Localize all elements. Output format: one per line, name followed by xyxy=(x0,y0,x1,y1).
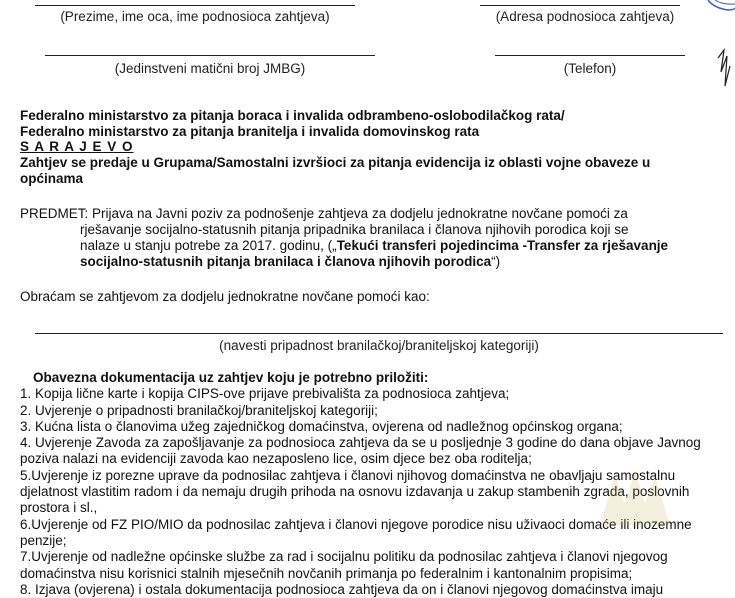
list-item: 3. Kućna lista o članovima užeg zajedničkog domaćinstva, ovjerena od nadležnog općinskog organa; xyxy=(20,419,623,434)
list-item: poziva nalazi na evidenciji zavoda kao nezaposleno lice, osim djece bez oba roditelja; xyxy=(20,451,532,466)
subject-label: PREDMET xyxy=(20,206,85,221)
name-caption: (Prezime, ime oca, ime podnosioca zahtjeva) xyxy=(60,9,330,24)
list-item: 7.Uvjerenje od nadležne općinske službe za rad i socijalnu politiku da podnosilac zahtjeva i članovi njegovog xyxy=(20,549,668,564)
subject-text-4: “) xyxy=(491,254,501,269)
subject-bold-4: socijalno-statusnih pitanja branilaca i članova njihovih porodica xyxy=(80,254,492,269)
list-item: 2. Uvjerenje o pripadnosti branilačkoj/braniteljskoj kategoriji; xyxy=(20,403,378,418)
list-item: 5.Uvjerenje iz porezne uprave da podnosilac zahtjeva i članovi njihovog domaćinstva ne obavljaju samostalnu xyxy=(20,468,676,483)
name-line xyxy=(35,5,355,6)
ministry-line-1: Federalno ministarstvo za pitanja boraca i invalida odbrambeno-oslobodilačkog rata/ xyxy=(20,108,565,123)
watermark-icon xyxy=(590,455,680,535)
subject-line-3 xyxy=(80,238,668,253)
list-item: domaćinstva nisu korisnici stalnih mjesečnih novčanih primanja po federalnim i kantonalnim propisima; xyxy=(20,566,633,581)
subject-bold-3: Tekući transferi pojedincima -Transfer za rješavanje xyxy=(336,238,669,253)
address-caption: (Adresa podnosioca zahtjeva) xyxy=(495,9,675,24)
subject-text-1: : Prijava na Javni poziv za podnošenje zahtjeva za dodjelu jednokratne novčane pomoći za xyxy=(84,206,628,221)
stamp-fragment-icon xyxy=(700,0,735,95)
list-item: 8. Izjava (ovjerena) i ostala dokumentacija podnosioca zahtjeva da on i članovi njegovog domaćinstva imaju xyxy=(20,582,664,597)
category-caption: (navesti pripadnost branilačkoj/braniteljskoj kategoriji) xyxy=(219,338,539,353)
phone-line xyxy=(495,55,685,56)
submission-note-line-2: općinama xyxy=(20,171,84,186)
list-item: 6.Uvjerenje od FZ PIO/MIO da podnosilac zahtjeva i članovi njegove porodice nisu uživaoci domaće ili inozemne xyxy=(20,517,692,532)
address-line xyxy=(480,5,680,6)
category-line xyxy=(35,333,723,334)
subject-line-1 xyxy=(20,206,628,221)
subject-line-4 xyxy=(80,254,500,269)
subject-text-3: nalaze u stanju potrebe za 2017. godinu, („ xyxy=(80,238,337,253)
list-item: 1. Kopija lične karte i kopija CIPS-ove prijave prebivališta za podnosioca zahtjeva; xyxy=(20,386,510,401)
subject-line-2: rješavanje socijalno-statusnih pitanja pripadnika branilaca i članova njihovih porodica koji se xyxy=(80,222,629,237)
list-item: 4. Uvjerenje Zavoda za zapošljavanje za podnosioca zahtjeva da se u posljednje 3 godine do dana objave Javnog xyxy=(20,435,701,450)
jmbg-caption: (Jedinstveni matični broj JMBG) xyxy=(114,61,306,76)
list-item: prostora i sl., xyxy=(20,500,98,515)
jmbg-line xyxy=(45,55,375,56)
phone-caption: (Telefon) xyxy=(563,61,617,76)
documentation-heading: Obavezna dokumentacija uz zahtjev koju je potrebno priložiti: xyxy=(33,370,429,385)
list-item: djelatnost vlastitim radom i da nemaju drugih prihoda na osnovu izdavanja u zakup stambenih zgrada, poslovnih xyxy=(20,484,690,499)
city: S A R A J E V O xyxy=(20,139,134,154)
request-text: Obraćam se zahtjevom za dodjelu jednokratne novčane pomoći kao: xyxy=(20,289,430,304)
list-item: penzije; xyxy=(20,533,67,548)
submission-note-line-1: Zahtjev se predaje u Grupama/Samostalni izvršioci za pitanja evidencija iz oblasti vojne obaveze u xyxy=(20,155,651,170)
ministry-line-2: Federalno ministarstvo za pitanja branitelja i invalida domovinskog rata xyxy=(20,124,480,139)
